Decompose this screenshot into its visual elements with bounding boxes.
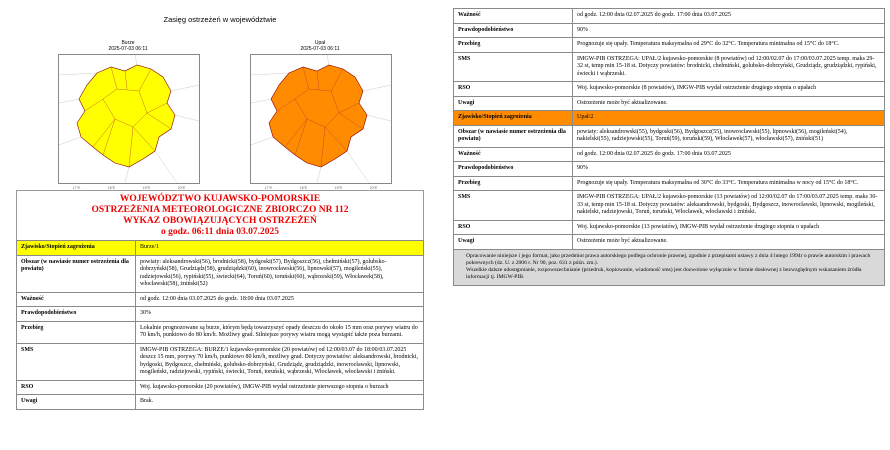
map-title: Zasięg ostrzeżeń w województwie — [163, 15, 277, 24]
region-map-yellow — [59, 55, 199, 183]
row-label: Prawdopodobieństwo — [17, 307, 136, 322]
row-value: od godz. 12:00 dnia 02.07.2025 do godz. 17:00 dnia 03.07.2025 — [573, 147, 885, 162]
row-value: Upał/2 — [573, 111, 885, 126]
row-label: Ważność — [17, 292, 136, 307]
table-row — [17, 343, 424, 380]
row-label: RSO — [17, 380, 136, 395]
table-row — [454, 235, 885, 250]
row-label: RSO — [454, 220, 573, 235]
row-value: od godz. 12:00 dnia 02.07.2025 do godz. 17:00 dnia 03.07.2025 — [573, 9, 885, 24]
row-value: 90% — [573, 23, 885, 38]
footer-paragraph: Opracowanie niniejsze i jego format, jako przedmiot prawa autorskiego podlega ochronie prawnej, zgodnie z przepisami ustawy z dnia 4 lutego 1994r o prawie autorskim i prawach pokrewnych (dz. U. z 2006 r. Nr 90, poz. 631 z późn. zm.). — [466, 252, 871, 266]
table-row — [454, 125, 885, 147]
table-row — [454, 52, 885, 82]
row-label: Przebieg — [454, 176, 573, 191]
tick-label: 19°E — [142, 186, 151, 190]
table-row — [454, 23, 885, 38]
table-row — [454, 147, 885, 162]
table-row — [17, 241, 424, 256]
tick-label: 20°E — [177, 186, 186, 190]
row-value: Woj. kujawsko-pomorskie (13 powiatów), IMGW-PIB wydał ostrzeżenie drugiego stopnia o upałach — [573, 220, 885, 235]
copyright-footer — [453, 250, 885, 286]
row-label: Zjawisko/Stopień zagrożenia — [17, 241, 136, 256]
row-value: 30% — [136, 307, 424, 322]
table-row — [17, 292, 424, 307]
row-value: Lokalnie prognozowane są burze, którym będą towarzyszyć opady deszczu do około 15 mm oraz porywy wiatru do 70 km/h, punktowo do 80 km/h. Możliwy grad. Silniejsze porywy wiatru mogą wystąpić także poza burzami. — [136, 321, 424, 343]
row-label: Obszar (w nawiasie numer ostrzeżenia dla powiatu) — [454, 125, 573, 147]
table-row — [454, 162, 885, 177]
heat-map — [250, 54, 392, 190]
table-row — [17, 380, 424, 395]
row-label: Uwagi — [17, 395, 136, 410]
region-map-orange — [251, 55, 391, 183]
row-label: Zjawisko/Stopień zagrożenia — [454, 111, 573, 126]
row-value: IMGW-PIB OSTRZEGA: UPAŁ/2 kujawsko-pomorskie (8 powiatów) od 12:00/02.07 do 17:00/03.07.2025 temp. maks 29-32 st, temp min 15-18 st. Dotyczy powiatów: brodnicki, chełmiński, golubsko-dobrzyński, Grudziądz, grudziądzki, rypiński, świecki i wąbrzeski. — [573, 52, 885, 82]
tick-label: 17°E — [72, 186, 81, 190]
row-value: Prognozuje się upały. Temperatura maksymalna od 29°C do 32°C. Temperatura minimalna od 15°C do 18°C. — [573, 38, 885, 53]
row-value: powiaty: aleksandrowski(56), brodnicki(58), bydgoski(57), Bydgoszcz(56), chełmiński(57), golubsko-dobrzyński(58), Grudziądz(58), grudziądzki(60), inowrocławski(56), lipnowski(57), mogileński(55), radziejowski(56), rypiński(55), świecki(64), Toruń(60), toruński(60), wąbrzeski(59), Włocławek(58), włocławski(58), żniński(52) — [136, 255, 424, 292]
row-label: SMS — [17, 343, 136, 380]
header-line: WYKAZ OBOWIĄZUJĄCYCH OSTRZEŻEŃ — [123, 216, 317, 226]
row-value: Burze/1 — [136, 241, 424, 256]
map-timestamp: 2025-07-03 06:11 — [108, 46, 148, 52]
table-row — [454, 220, 885, 235]
warning-table — [16, 240, 424, 410]
table-row — [17, 255, 424, 292]
map-label: Upał — [314, 40, 326, 46]
right-page — [453, 8, 885, 448]
map-panel-storm — [58, 40, 198, 188]
left-page — [0, 0, 440, 450]
header-line: OSTRZEŻENIA METEOROLOGICZNE ZBIORCZO NR 112 — [91, 205, 349, 215]
map-label: Burze — [121, 40, 135, 46]
row-label: Przebieg — [454, 38, 573, 53]
table-row — [17, 321, 424, 343]
table-row — [454, 111, 885, 126]
table-row — [454, 9, 885, 24]
table-row — [454, 38, 885, 53]
tick-label: 19°E — [334, 186, 343, 190]
row-value: 90% — [573, 162, 885, 177]
row-label: Przebieg — [17, 321, 136, 343]
row-label: Ważność — [454, 9, 573, 24]
tick-label: 18°E — [299, 186, 308, 190]
row-label: Uwagi — [454, 235, 573, 250]
header-line: o godz. 06:11 dnia 03.07.2025 — [161, 227, 279, 237]
row-label: Obszar (w nawiasie numer ostrzeżenia dla powiatu) — [17, 255, 136, 292]
bulletin-header — [16, 190, 424, 244]
row-value: Ostrzeżenie może być aktualizowane. — [573, 96, 885, 111]
table-row — [454, 82, 885, 97]
row-label: Uwagi — [454, 96, 573, 111]
row-value: Prognozuje się upały. Temperatura maksymalna od 30°C do 33°C. Temperatura minimalna w nocy od 15°C do 18°C. — [573, 176, 885, 191]
row-value: powiaty: aleksandrowski(55), bydgoski(56), Bydgoszcz(55), inowrocławski(55), lipnowski(56), mogileński(54), nakielski(55), radziejowski(55), Toruń(59), toruński(59), Włocławek(57), włocławski(57), żniński(51) — [573, 125, 885, 147]
warning-table-storm — [16, 240, 424, 410]
tick-label: 20°E — [369, 186, 378, 190]
row-value: Ostrzeżenie może być aktualizowane. — [573, 235, 885, 250]
row-label: Prawdopodobieństwo — [454, 23, 573, 38]
row-label: SMS — [454, 191, 573, 221]
row-value: Woj. kujawsko-pomorskie (20 powiatów), IMGW-PIB wydał ostrzeżenie pierwszego stopnia o burzach — [136, 380, 424, 395]
table-row — [454, 96, 885, 111]
map-panel-heat — [250, 40, 390, 188]
tick-label: 17°E — [264, 186, 273, 190]
row-value: IMGW-PIB OSTRZEGA: UPAŁ/2 kujawsko-pomorskie (13 powiatów) od 12:00/02.07 do 17:00/03.07.2025 temp. maks 30-33 st, temp min 15-18 st. Dotyczy powiatów: aleksandrowski, bydgoski, Bydgoszcz, inowrocławski, lipnowski, mogileński, nakielski, radziejowski, Toruń, toruński, Włocławek, włocławski i żniński. — [573, 191, 885, 221]
footer-paragraph: Wszelkie dalsze udostępnianie, rozpowszechnianie (przedruk, kopiowanie, wiadomość sms) jest dozwolone wyłącznie w formie dosłownej z bezwzględnym wskazaniem źródła informacji tj. IMGW-PIB. — [466, 266, 862, 280]
row-value: od godz. 12:00 dnia 03.07.2025 do godz. 18:00 dnia 03.07.2025 — [136, 292, 424, 307]
row-value: IMGW-PIB OSTRZEGA: BURZE/1 kujawsko-pomorskie (20 powiatów) od 12:00/03.07 do 18:00/03.07.2025 deszcz 15 mm, porywy 70 km/h, punktowo 80 km/h, możliwy grad. Dotyczy powiatów: aleksandrowski, brodnicki, bydgoski, Bydgoszcz, chełmiński, golubsko-dobrzyński, Grudziądz, grudziądzki, inowrocławski, lipnowski, mogileński, radziejowski, rypiński, świecki, Toruń, toruński, wąbrzeski, Włocławek, włocławski i żniński. — [136, 343, 424, 380]
row-value: Woj. kujawsko-pomorskie (8 powiatów), IMGW-PIB wydał ostrzeżenie drugiego stopnia o upałach — [573, 82, 885, 97]
row-value: Brak. — [136, 395, 424, 410]
table-row — [454, 176, 885, 191]
table-row — [17, 395, 424, 410]
warning-table — [453, 8, 885, 250]
header-line: WOJEWÓDZTWO KUJAWSKO-POMORSKIE — [119, 194, 321, 204]
tick-label: 18°E — [107, 186, 116, 190]
row-label: RSO — [454, 82, 573, 97]
table-row — [454, 191, 885, 221]
table-row — [17, 307, 424, 322]
row-label: Ważność — [454, 147, 573, 162]
storm-map — [58, 54, 200, 190]
map-timestamp: 2025-07-03 06:11 — [300, 46, 340, 52]
row-label: SMS — [454, 52, 573, 82]
row-label: Prawdopodobieństwo — [454, 162, 573, 177]
